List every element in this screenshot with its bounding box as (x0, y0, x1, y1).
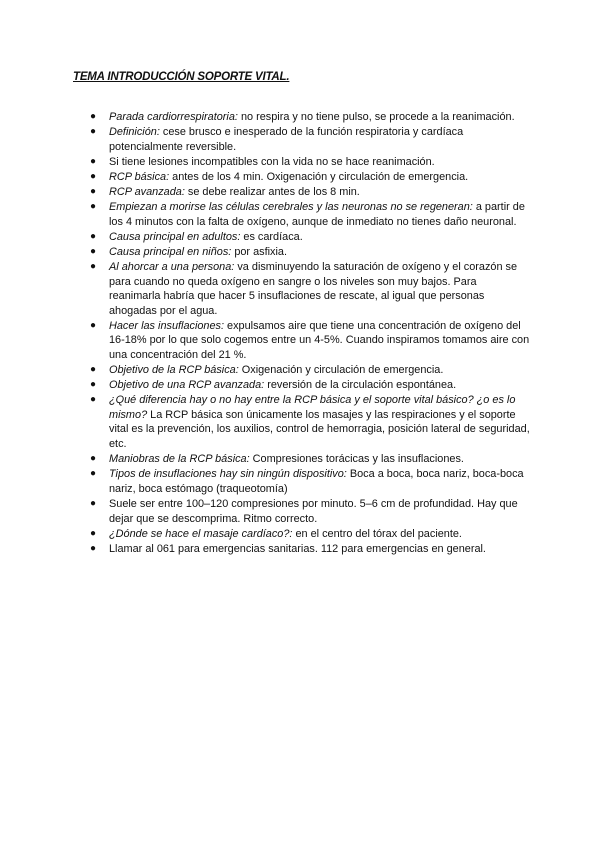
list-item (90, 378, 530, 393)
list-item (90, 497, 530, 526)
item-text: no respira y no tiene pulso, se procede a la reanimación. (237, 111, 515, 123)
item-text: Oxigenación y circulación de emergencia. (238, 364, 444, 377)
item-label: Definición: (109, 126, 160, 139)
list-item (90, 245, 530, 260)
list-item (90, 319, 530, 363)
list-item (90, 542, 530, 557)
bullet-icon: ● (90, 111, 97, 122)
item-label: Objetivo de la RCP básica: (109, 364, 239, 377)
item-text: antes de los 4 min. Oxigenación y circulación de emergencia. (169, 170, 469, 183)
item-text: Compresiones torácicas y las insuflaciones. (249, 453, 464, 466)
item-text: se debe realizar antes de los 8 min. (184, 185, 360, 198)
list-item (90, 170, 530, 185)
bullet-icon: ● (90, 468, 97, 480)
item-text: cese brusco e inesperado de la función respiratoria y cardíaca potencialmente reversible. (109, 126, 464, 153)
item-label: Causa principal en adultos: (109, 230, 241, 243)
item-text: en el centro del tórax del paciente. (292, 527, 462, 540)
bullet-icon: ● (90, 497, 97, 509)
bullet-icon: ● (90, 394, 97, 406)
list-item (90, 185, 530, 200)
list-item (90, 200, 530, 229)
bullet-icon: ● (90, 230, 97, 242)
item-label: RCP básica: (109, 170, 170, 183)
list-item (90, 527, 530, 542)
bullet-icon: ● (90, 126, 97, 138)
bullet-icon: ● (90, 201, 97, 213)
item-label: Maniobras de la RCP básica: (109, 453, 250, 466)
list-item (90, 260, 530, 318)
bullet-icon: ● (90, 364, 97, 376)
item-label: Tipos de insuflaciones hay sin ningún dispositivo: (109, 468, 347, 481)
bullet-icon: ● (90, 319, 97, 331)
item-label: Causa principal en niños: (109, 245, 232, 258)
bullet-icon: ● (90, 245, 97, 257)
item-label: Al ahorcar a una persona: (109, 260, 235, 273)
item-text: La RCP básica son únicamente los masajes y las respiraciones y el soporte vital es la prevención, los auxilios, control de hemorragia, posición lateral de seguridad, etc. (109, 408, 530, 451)
bullet-icon: ● (90, 185, 97, 197)
item-label: RCP avanzada: (109, 185, 185, 198)
item-text: va disminuyendo la saturación de oxígeno y el corazón se para cuando no queda oxígeno en sangre o los niveles son muy bajos. Para reanimarla habría que hacer 5 insuflaciones de rescate, al igual que personas ahogadas por el agua. (109, 260, 518, 317)
item-text: a partir de los 4 minutos con la falta de oxígeno, aunque de inmediato no tienes daño neuronal. (109, 201, 525, 228)
item-text: por asfixia. (231, 245, 287, 258)
item-label: ¿Qué diferencia hay o no hay entre la RCP básica y el soporte vital básico? ¿o es lo mismo? (109, 394, 516, 421)
bullet-icon: ● (90, 527, 97, 539)
item-text: es cardíaca. (240, 230, 303, 243)
list-item (90, 452, 530, 467)
item-label: Hacer las insuflaciones: (109, 319, 225, 332)
list-item (90, 230, 530, 245)
bullet-icon: ● (90, 155, 97, 167)
item-label: Objetivo de una RCP avanzada: (109, 379, 265, 392)
bullet-icon: ● (90, 542, 97, 554)
item-label: Empiezan a morirse las células cerebrales y las neuronas no se regeneran: (109, 201, 473, 214)
bullet-icon: ● (90, 453, 97, 465)
document-title: TEMA INTRODUCCIÓN SOPORTE VITAL. (73, 71, 290, 83)
list-item (90, 155, 530, 170)
list-item (90, 393, 530, 451)
item-label: Parada cardiorrespiratoria: (109, 111, 238, 123)
bullet-icon: ● (90, 379, 97, 391)
list-item (90, 467, 530, 496)
list-item (90, 110, 530, 125)
list-item (90, 125, 530, 154)
bullet-icon: ● (90, 260, 97, 272)
item-text: Llamar al 061 para emergencias sanitarias. 112 para emergencias en general. (109, 542, 486, 555)
bullet-icon: ● (90, 170, 97, 182)
item-text: Boca a boca, boca nariz, boca-boca nariz, boca estómago (traqueotomía) (109, 468, 524, 495)
item-text: Suele ser entre 100–120 compresiones por minuto. 5–6 cm de profundidad. Hay que dejar que se descomprima. Ritmo correcto. (109, 497, 518, 525)
item-text: reversión de la circulación espontánea. (264, 379, 457, 392)
item-text: expulsamos aire que tiene una concentración de oxígeno del 16-18% por lo que solo cogemos entre un 4-5%. Cuando inspiramos tomamos aire con una concentración del 21 %. (109, 319, 530, 361)
item-text: Si tiene lesiones incompatibles con la vida no se hace reanimación. (109, 155, 435, 168)
item-label: ¿Dónde se hace el masaje cardíaco?: (109, 527, 293, 540)
list-item (90, 363, 530, 378)
bullet-list (90, 110, 530, 557)
